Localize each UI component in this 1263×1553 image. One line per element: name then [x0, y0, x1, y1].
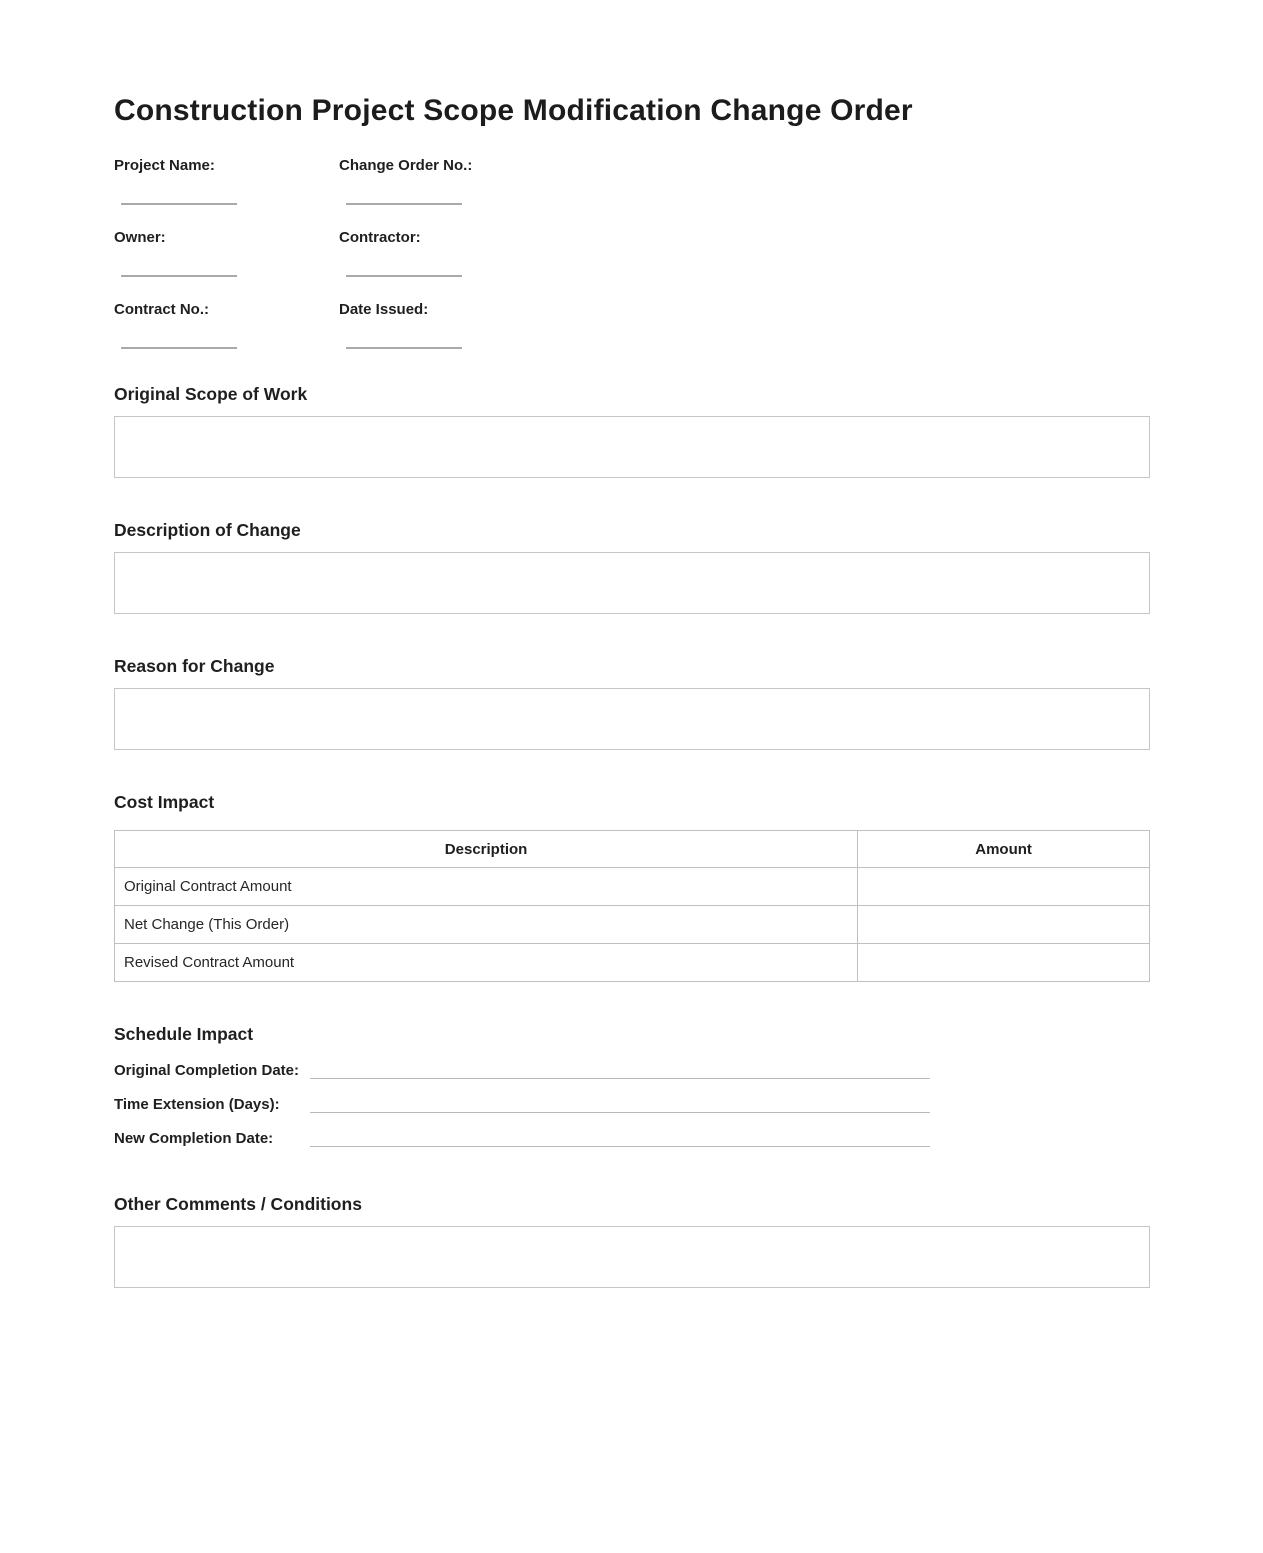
schedule-row-time-extension [114, 1092, 1150, 1118]
header-fields [114, 156, 1150, 349]
schedule-impact-fields [114, 1058, 1150, 1152]
cost-impact-table [114, 830, 1150, 982]
section-description-of-change [114, 519, 1150, 614]
other-comments-input[interactable] [114, 1226, 1150, 1288]
net-change-amount-input[interactable] [858, 906, 1150, 944]
schedule-impact-heading: Schedule Impact [114, 1024, 254, 1044]
original-completion-date-input[interactable] [310, 1058, 930, 1079]
description-of-change-input[interactable] [114, 552, 1150, 614]
date-issued-input[interactable] [346, 319, 462, 349]
new-completion-date-input[interactable] [310, 1126, 930, 1147]
original-contract-amount-input[interactable] [858, 868, 1150, 906]
contract-no-input[interactable] [121, 319, 237, 349]
cost-table-header-row [115, 831, 1150, 868]
change-order-no-input[interactable] [346, 175, 462, 205]
table-row [115, 944, 1150, 982]
table-row [115, 906, 1150, 944]
contract-no-label: Contract No.: [114, 301, 209, 318]
table-row [115, 868, 1150, 906]
field-change-order-no [339, 156, 659, 205]
field-project-name [114, 156, 339, 205]
date-issued-label: Date Issued: [339, 301, 429, 318]
owner-label: Owner: [114, 229, 166, 246]
reason-for-change-heading: Reason for Change [114, 656, 275, 676]
field-contractor [339, 228, 659, 277]
original-scope-heading: Original Scope of Work [114, 384, 308, 404]
contractor-input[interactable] [346, 247, 462, 277]
schedule-row-original-completion [114, 1058, 1150, 1084]
cost-row-label-net-change: Net Change (This Order) [115, 906, 858, 944]
cost-table-header-description: Description [115, 831, 858, 868]
section-original-scope [114, 383, 1150, 478]
owner-input[interactable] [121, 247, 237, 277]
page-title: Construction Project Scope Modification Change Order [114, 94, 913, 127]
change-order-form [114, 0, 1150, 1288]
cost-impact-heading: Cost Impact [114, 792, 215, 812]
change-order-no-label: Change Order No.: [339, 157, 473, 174]
new-completion-date-label: New Completion Date: [114, 1130, 274, 1147]
field-owner [114, 228, 339, 277]
time-extension-label: Time Extension (Days): [114, 1096, 280, 1113]
other-comments-heading: Other Comments / Conditions [114, 1194, 362, 1214]
cost-table-header-amount: Amount [858, 831, 1150, 868]
original-scope-input[interactable] [114, 416, 1150, 478]
field-date-issued [339, 300, 659, 349]
schedule-row-new-completion [114, 1126, 1150, 1152]
section-schedule-impact [114, 1023, 1150, 1152]
revised-contract-amount-input[interactable] [858, 944, 1150, 982]
project-name-label: Project Name: [114, 157, 215, 174]
cost-row-label-original-contract: Original Contract Amount [115, 868, 858, 906]
section-other-comments [114, 1193, 1150, 1288]
reason-for-change-input[interactable] [114, 688, 1150, 750]
section-cost-impact [114, 791, 1150, 982]
contractor-label: Contractor: [339, 229, 421, 246]
description-of-change-heading: Description of Change [114, 520, 301, 540]
section-reason-for-change [114, 655, 1150, 750]
cost-row-label-revised-contract: Revised Contract Amount [115, 944, 858, 982]
time-extension-input[interactable] [310, 1092, 930, 1113]
field-contract-no [114, 300, 339, 349]
original-completion-date-label: Original Completion Date: [114, 1062, 300, 1079]
project-name-input[interactable] [121, 175, 237, 205]
